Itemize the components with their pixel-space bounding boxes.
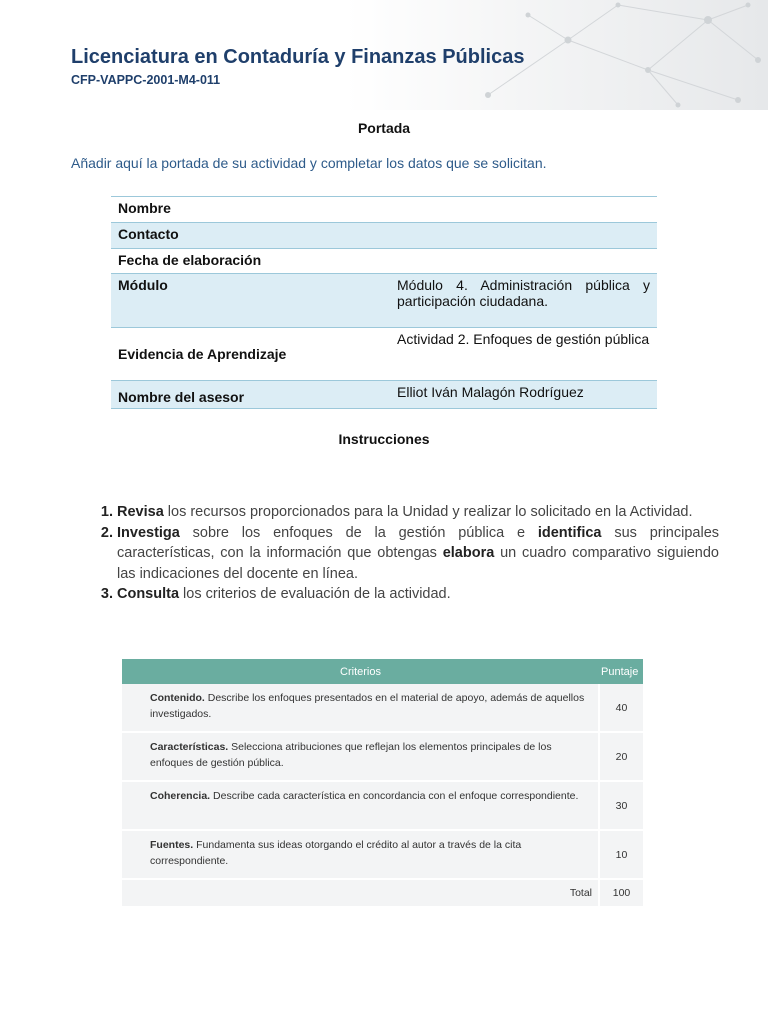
cover-row-asesor [111, 381, 657, 409]
cover-value [390, 197, 657, 223]
instructions-list [95, 502, 719, 605]
instruction-text: sobre los enfoques de la gestión pública e [179, 524, 538, 541]
cover-row-fecha [111, 249, 657, 274]
cover-value: Elliot Iván Malagón Rodríguez [390, 381, 657, 409]
instruction-step [117, 502, 719, 523]
cover-label: Nombre del asesor [111, 381, 390, 409]
points-header: Puntaje [599, 659, 643, 684]
criteria-points: 10 [599, 830, 643, 879]
criteria-title: Fuentes. [150, 839, 194, 851]
criteria-header: Criterios [122, 659, 599, 684]
instruction-text: los recursos proporcionados para la Unidad y realizar lo solicitado en la Actividad. [163, 504, 693, 520]
total-label: Total [122, 879, 599, 907]
instruction-keyword: elabora [442, 545, 495, 561]
cover-value: Actividad 2. Enfoques de gestión pública [390, 328, 657, 381]
criteria-title: Coherencia. [150, 790, 211, 802]
cover-value [390, 223, 657, 249]
portada-heading: Portada [357, 120, 411, 136]
instruction-text: un cuadro comparativo siguiendo las indicaciones del docente en línea. [117, 545, 719, 582]
instruction-keyword: Consulta [117, 586, 180, 602]
instruction-keyword: Revisa [117, 504, 164, 520]
criteria-row [122, 830, 643, 879]
criteria-text: Fundamenta sus ideas otorgando el crédito al autor a través de la cita correspondiente. [150, 839, 522, 867]
criteria-text: Selecciona atribuciones que reflejan los elementos principales de los enfoques de gestión pública. [150, 741, 552, 769]
criteria-row [122, 781, 643, 830]
cover-label: Módulo [111, 274, 390, 328]
criteria-text: Describe los enfoques presentados en el material de apoyo, además de aquellos investigados. [150, 692, 585, 720]
criteria-description [122, 732, 599, 781]
criteria-text: Describe cada característica en concordancia con el enfoque correspondiente. [210, 790, 579, 802]
criteria-total-row [122, 879, 643, 907]
cover-row-evidencia [111, 328, 657, 381]
document-title: Licenciatura en Contaduría y Finanzas Públicas [71, 46, 525, 68]
instruction-step [117, 584, 719, 605]
criteria-row [122, 732, 643, 781]
document-code: CFP-VAPPC-2001-M4-011 [71, 73, 221, 87]
criteria-points: 40 [599, 684, 643, 732]
criteria-description [122, 830, 599, 879]
cover-data-table [111, 196, 657, 409]
portada-instruction: Añadir aquí la portada de su actividad y completar los datos que se solicitan. [71, 155, 547, 171]
total-points: 100 [599, 879, 643, 907]
cover-row-nombre [111, 197, 657, 223]
instruction-text: sus principales características, con la información que obtengas [117, 524, 720, 561]
cover-label: Fecha de elaboración [111, 249, 390, 274]
cover-row-contacto [111, 223, 657, 249]
criteria-header-row [122, 659, 643, 684]
criteria-title: Características. [150, 741, 229, 753]
criteria-title: Contenido. [150, 692, 205, 704]
cover-label: Evidencia de Aprendizaje [111, 328, 390, 381]
cover-label: Nombre [111, 197, 390, 223]
cover-value: Módulo 4. Administración pública y participación ciudadana. [390, 274, 657, 328]
criteria-row [122, 684, 643, 732]
instruction-keyword: identifica [537, 524, 602, 541]
instructions-heading: Instrucciones [338, 431, 430, 447]
criteria-table [122, 659, 643, 908]
instruction-keyword: Investiga [117, 524, 180, 541]
criteria-points: 30 [599, 781, 643, 830]
cover-row-modulo [111, 274, 657, 328]
criteria-description [122, 781, 599, 830]
criteria-description [122, 684, 599, 732]
instruction-text: los criterios de evaluación de la actividad. [179, 586, 451, 602]
cover-value [390, 249, 657, 274]
instruction-step [117, 523, 719, 585]
cover-label: Contacto [111, 223, 390, 249]
criteria-points: 20 [599, 732, 643, 781]
